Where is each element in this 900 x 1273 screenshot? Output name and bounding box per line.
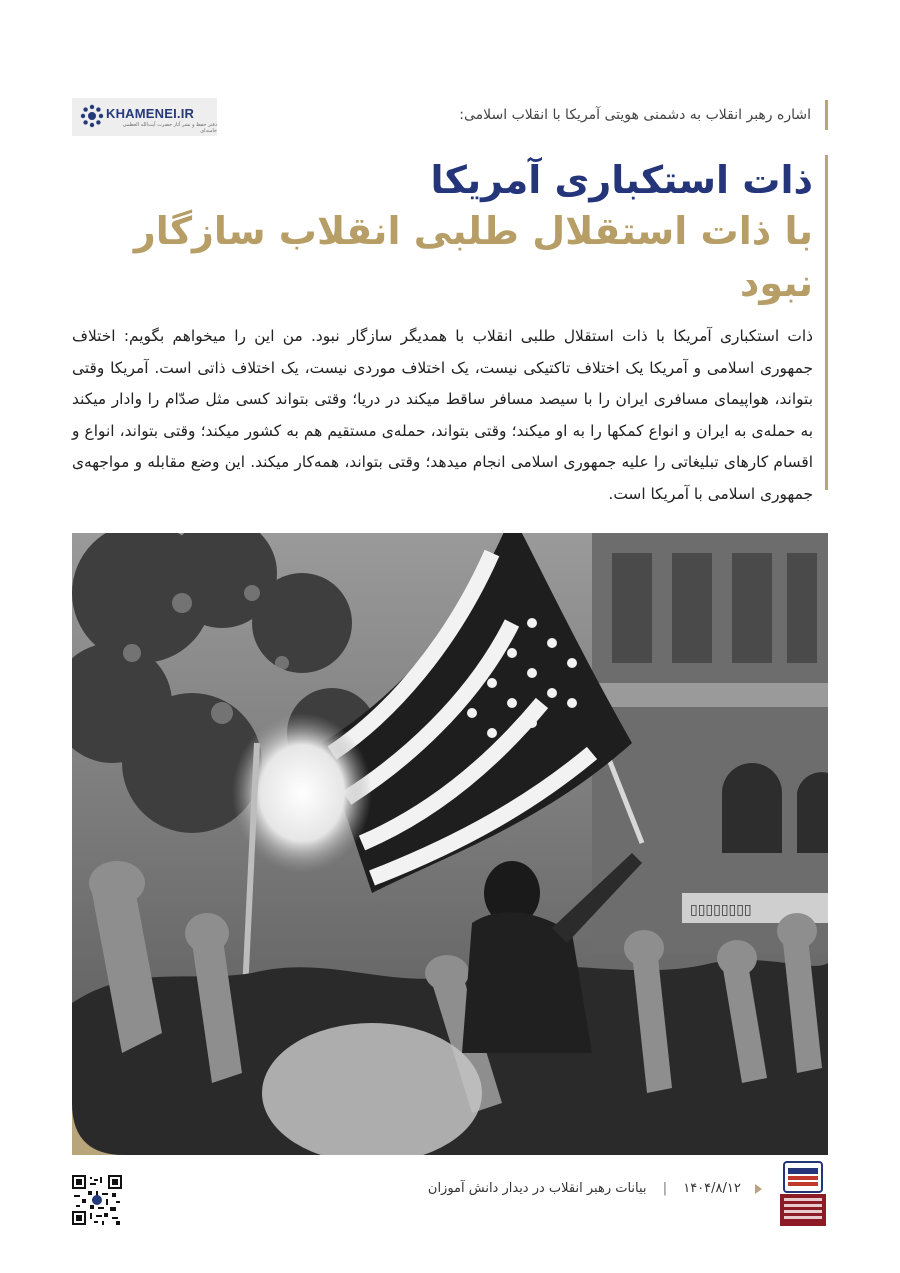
footer-date: ۱۴۰۴/۸/۱۲ bbox=[683, 1181, 741, 1196]
title-block bbox=[72, 155, 828, 503]
protest-photo bbox=[72, 533, 828, 1155]
title-line-2: با ذات استقلال طلبی انقلاب سازگار نبود bbox=[133, 209, 813, 305]
triangle-bullet-icon bbox=[755, 1184, 762, 1194]
building-sign: ▯▯▯▯▯▯▯▯ bbox=[690, 902, 752, 918]
flag-burning-image bbox=[72, 533, 828, 1155]
logo-tagline: دفتر حفظ و نشر آثار حضرت آیت‌الله العظمی خامنه‌ای bbox=[122, 122, 217, 134]
kicker-text: اشاره رهبر انقلاب به دشمنی هویتی آمریکا با انقلاب اسلامی: bbox=[268, 100, 828, 130]
qr-code-icon[interactable] bbox=[72, 1175, 122, 1225]
logo-brand: KHAMENEI.IR bbox=[106, 106, 195, 121]
quote-body: ذات استکباری آمریکا با ذات استقلال طلبی انقلاب با همدیگر سازگار نبود. من این را میخواهم بگویم: اختلاف جمهوری اسلامی و آمریکا یک اختلاف تاکتیکی نیست، یک اختلاف موردی نیست، یک اختلاف ذاتی است. آمریکا وقتی بتواند، هواپیمای مسافری ایران را با سیصد مسافر ساقط میکند در دریا؛ وقتی بتواند کسی مثل صدّام را وادار میکند به حمله‌ی به ایران و انواع کمکها را به او میکند؛ وقتی بتواند، حمله‌ی مستقیم هم به کشور میکند؛ وقتی بتواند، انواع و اقسام کارهای تبلیغاتی را علیه جمهوری اسلامی انجام میدهد؛ وقتی بتواند، همه‌کار میکند. این وضع مقابله و مواجهه‌ی جمهوری اسلامی با آمریکا است. bbox=[72, 327, 813, 503]
emblem-icon bbox=[80, 104, 104, 128]
footer-caption bbox=[428, 1174, 762, 1204]
speech-badge-icon bbox=[778, 1160, 828, 1228]
footer-separator: | bbox=[662, 1181, 668, 1196]
title-line-1: ذات استکباری آمریکا bbox=[430, 158, 813, 202]
footer-source: بیانات رهبر انقلاب در دیدار دانش آموزان bbox=[427, 1181, 647, 1196]
khamenei-logo[interactable] bbox=[72, 98, 217, 136]
